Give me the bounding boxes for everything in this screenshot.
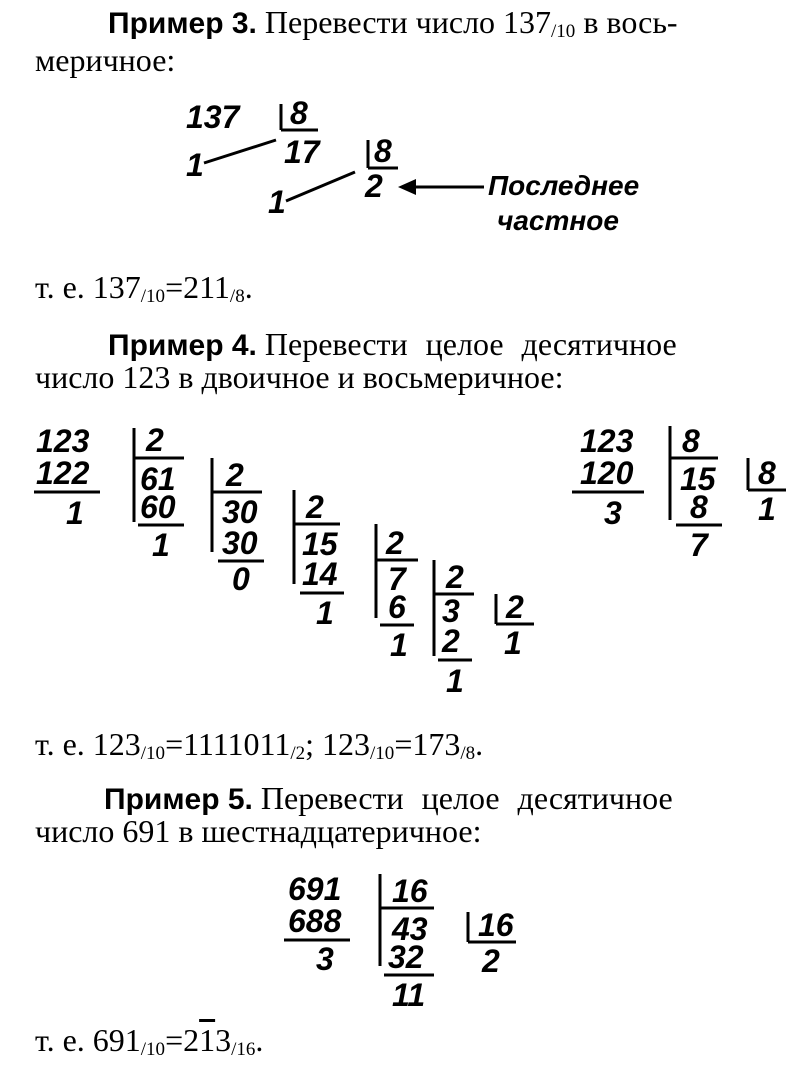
svg-text:60: 60 (140, 489, 176, 525)
example-5-result: т. е. $691_{/10}=213_{/16}$. (35, 1022, 264, 1060)
svg-text:1: 1 (152, 527, 170, 563)
svg-text:2: 2 (482, 943, 500, 979)
example-4-line-2: число 123 в двоичное и восьмеричное: (35, 359, 564, 395)
svg-text:2: 2 (446, 559, 464, 595)
svg-text:3: 3 (442, 593, 460, 629)
svg-text:43: 43 (392, 911, 428, 947)
svg-text:15: 15 (680, 461, 716, 497)
svg-text:3: 3 (604, 495, 622, 531)
svg-text:14: 14 (302, 556, 338, 592)
example-3-text: Перевести число 137 (264, 4, 552, 40)
svg-text:1: 1 (316, 595, 334, 631)
svg-text:30: 30 (222, 494, 258, 530)
example-5-line-2: число 691 в шестнадцатеричное: (35, 813, 482, 849)
svg-text:1: 1 (504, 625, 522, 661)
svg-text:7: 7 (388, 561, 406, 597)
svg-text:688: 688 (288, 903, 342, 939)
dividend-123: 123 (36, 423, 90, 459)
svg-text:2: 2 (306, 489, 324, 525)
divisor-8: 8 (374, 133, 392, 169)
svg-text:30: 30 (222, 525, 258, 561)
svg-text:15: 15 (302, 526, 338, 562)
example-3-line-1: Пример 3. Перевести число $137_{/10}$ в вось- (108, 4, 678, 42)
remainder-1: 1 (186, 147, 204, 183)
svg-text:1: 1 (446, 663, 464, 699)
svg-text:1: 1 (390, 627, 408, 663)
svg-text:16: 16 (478, 907, 514, 943)
svg-text:32: 32 (388, 939, 424, 975)
svg-text:16: 16 (392, 873, 428, 909)
example-5-label: Пример 5. (104, 783, 253, 816)
quotient-2: 2 (365, 168, 383, 204)
svg-text:8: 8 (758, 455, 776, 491)
overline-digit: 1 (199, 1022, 216, 1058)
example-4-label: Пример 4. (108, 329, 257, 362)
svg-text:2: 2 (442, 623, 460, 659)
example-4-line-1: Пример 4. Перевести целое десятичное (108, 326, 677, 362)
annotation-last-quotient: Последнее (488, 170, 640, 201)
dividend-137: 137 (186, 99, 240, 135)
example-3-result: т. е. $137_{/10}=211_{/8}$. (35, 269, 253, 307)
svg-text:2: 2 (386, 525, 404, 561)
example-3-label: Пример 3. (108, 7, 257, 40)
svg-text:8: 8 (690, 489, 708, 525)
svg-text:3: 3 (316, 941, 334, 977)
svg-text:61: 61 (140, 461, 176, 497)
svg-text:2: 2 (146, 422, 164, 458)
example-4-result: т. е. $123_{/10}=1111011_{/2}$; $123_{/10}=173_{/8}$. (35, 726, 484, 764)
annotation-last-quotient-2: частное (497, 205, 619, 236)
svg-text:0: 0 (232, 561, 250, 597)
example-3-line-2: меричное: (35, 42, 176, 78)
dividend-123-octal: 123 (580, 423, 634, 459)
svg-text:1: 1 (66, 495, 84, 531)
svg-text:7: 7 (690, 527, 708, 563)
svg-text:1: 1 (758, 491, 776, 527)
svg-text:120: 120 (580, 455, 634, 491)
dividend-691: 691 (288, 871, 342, 907)
example-5-line-1: Пример 5. Перевести целое десятичное (104, 780, 673, 816)
svg-text:2: 2 (226, 457, 244, 493)
svg-text:11: 11 (392, 977, 426, 1013)
svg-text:8: 8 (682, 423, 700, 459)
svg-text:6: 6 (388, 589, 406, 625)
svg-text:122: 122 (36, 455, 90, 491)
divisor-8: 8 (290, 95, 308, 131)
svg-text:2: 2 (506, 589, 524, 625)
remainder-1: 1 (268, 184, 286, 220)
quotient-17: 17 (284, 134, 320, 170)
